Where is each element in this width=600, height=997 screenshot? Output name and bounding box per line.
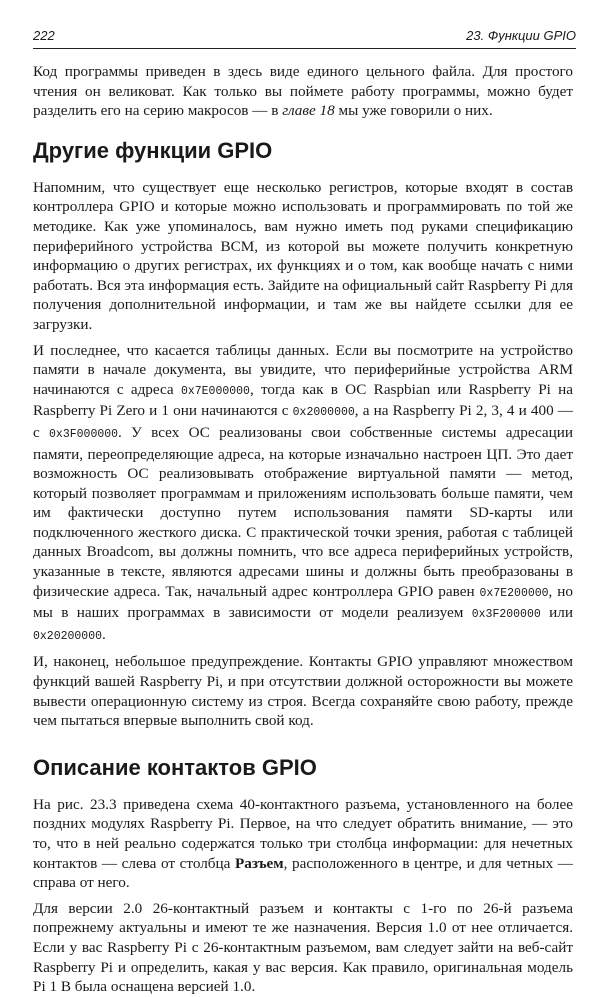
page-number: 222 <box>33 28 55 43</box>
chapter-title: 23. Функции GPIO <box>466 28 576 43</box>
address-code: 0x7E200000 <box>479 586 549 600</box>
paragraph-versions: Для версии 2.0 26-контактный разъем и контакты с 1-го по 26-й разъема попрежнему актуальны и имеют те же назначения. Версия 1.0 от нее отличается. Если у вас Raspberry Pi с 26-контактным разъемом, вам следует зайти на веб-сайт Raspberry Pi и определить, какая у вас версия. Как правило, оригинальная модель Pi 1 B была оснащена версией 1.0. <box>33 899 573 996</box>
section-heading-pin-description: Описание контактов GPIO <box>33 754 317 780</box>
paragraph-registers: Напомним, что существует еще несколько регистров, которые входят в состав контроллера GPIO и которые можно использовать и программировать по той же методике. Как уже упоминалось, вам нужно иметь под руками спецификацию периферийного устройства BCM, из которой вы можете получить конкретную информацию о других регистрах, их функциях и о том, как вообще начать с ними работать. Вся эта информация есть. Зайдите на официальный сайт Raspberry Pi для получения дополнительной информации, и там же вы найдете ссылки для ее загрузки. <box>33 178 573 333</box>
section-heading-other-functions: Другие функции GPIO <box>33 137 273 163</box>
address-code: 0x7E000000 <box>180 384 250 398</box>
column-name-bold: Разъем <box>234 854 284 872</box>
paragraph-intro: Код программы приведен в здесь виде единого цельного файла. Для простого чтения он великоват. Как только вы поймете работу программы, можно будет разделить его на серию макросов — в главе 18 мы уже говорили о них. <box>33 63 573 120</box>
address-code: 0x3F200000 <box>471 608 541 622</box>
address-code: 0x3F000000 <box>49 427 119 441</box>
body-text <box>33 62 573 997</box>
paragraph-pin-layout: На рис. 23.3 приведена схема 40-контактного разъема, установленного на более поздних модулях Raspberry Pi. Первое, на что следует обратить внимание, — это то, что в ней реально содержатся только три столбца информации: для нечетных контактов — слева от столбца Разъем, расположенного в центре, и для четных — справа от него. <box>33 795 573 892</box>
paragraph-datasheet: И последнее, что касается таблицы данных. Если вы посмотрите на устройство памяти в начале документа, вы увидите, что периферийные устройства ARM начинаются с адреса 0x7E000000, тогда как в ОС Raspbian или Raspberry Pi на Raspberry Pi Zero и 1 они начинаются с 0x2000000, а на Raspberry Pi 2, 3, 4 и 400 — с 0x3F000000. У всех ОС реализованы свои собственные системы адресации памяти, переопределяющие адреса, на которые изначально настроен ЦП. Это дает возможность ОС реализовывать отображение виртуальной памяти — метод, который позволяет программам и приложениям использовать больше памяти, чем им фактически доступно путем использования памяти SD-карты или подключенного жесткого диска. С практической точки зрения, работая с таблицей данных Broadcom, вы должны помнить, что все адреса периферийных устройств, указанные в тексте, являются адресами шины и должны быть преобразованы в физические адреса. Так, начальный адрес контроллера GPIO равен 0x7E200000, но мы в наших программах в зависимости от модели реализуем 0x3F200000 или 0x20200000. <box>33 341 573 643</box>
paragraph-warning: И, наконец, небольшое предупреждение. Контакты GPIO управляют множеством функций вашей Raspberry Pi, и при отсутствии должной осторожности вы можете вывести операционную систему из строя. Всегда сохраняйте свою работу, прежде чем пытаться впервые выполнить свой код. <box>33 653 573 730</box>
chapter-reference: главе 18 <box>282 102 335 120</box>
address-code: 0x2000000 <box>292 406 355 420</box>
address-code: 0x20200000 <box>33 629 103 643</box>
running-header <box>33 26 576 49</box>
